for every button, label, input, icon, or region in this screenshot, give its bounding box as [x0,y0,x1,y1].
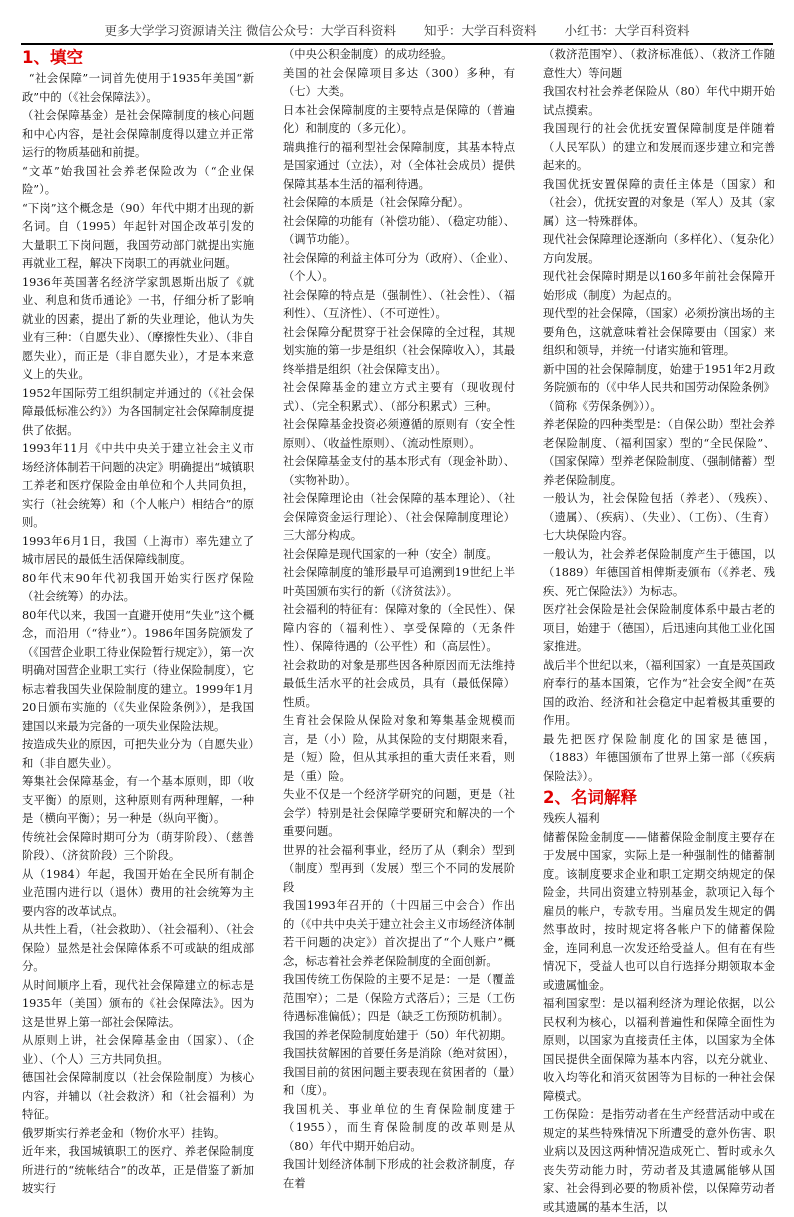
paragraph: 1936年英国著名经济学家凯恩斯出版了《就业、利息和货币通论》一书，仔细分析了影响就业的因素，提出了新的失业理论，他认为失业有三种：（自愿失业）、（摩擦性失业）、（非自愿失业），而正是（非自愿失业），才是本来意义上的失业。 [22,275,254,381]
header-wechat: 更多大学学习资源请关注 微信公众号：大学百科资料 [104,23,396,38]
paragraph: “下岗”这个概念是（90）年代中期才出现的新名词。自（1995）年起针对国企改革引发的大量职工下岗问题，我国劳动部门就提出实施再就业工程，解决下岗职工的再就业问题。 [22,201,254,270]
page-header [0,21,794,39]
paragraph: （社会保障基金）是社会保障制度的核心问题和中心内容，是社会保障制度得以建立并正常运行的物质基础和前提。 [22,109,254,159]
paragraph: 社会保障基金支付的基本形式有（现金补助）、（实物补助）。 [283,455,515,487]
paragraph: 现代社会保障时期是以160多年前社会保障开始形成（制度）为起点的。 [543,270,775,302]
paragraph: 我国的养老保险制度始建于（50）年代初期。 [283,1028,513,1042]
paragraph: 社会保障的特点是（强制性）、（社会性）、（福利性）、（互济性）、（不可逆性）。 [283,288,515,320]
paragraph: 瑞典推行的福利型社会保障制度，其基本特点是国家通过（立法），对（全体社会成员）提供保障其基本生活的福利待遇。 [283,140,515,191]
paragraph: “社会保障”一词首先使用于1935年美国“新政”中的（《社会保障法》）。 [22,72,254,104]
paragraph: 社会福利的特征有：保障对象的（全民性）、保障内容的（福利性）、享受保障的（无条件性）、保障待遇的（公平性）和（高层性）。 [283,603,515,653]
paragraph: 我国传统工伤保险的主要不足是：一是（覆盖范围窄）；二是（保险方式落后）；三是（工伤待遇标准偏低）；四是（缺乏工伤预防机制）。 [283,973,515,1023]
paragraph: （救济范围窄）、（救济标准低）、（救济工作随意性大）等问题 [543,48,775,80]
paragraph: 医疗社会保险是社会保险制度体系中最古老的项目，始建于（德国），后迅速向其他工业化国家推进。 [543,603,775,653]
column-1 [22,46,254,1199]
paragraph: 生育社会保险从保险对象和筹集基金规模而言，是（小）险，从其保险的支付期限来看，是（短）险，但从其承担的重大责任来看，则是（重）险。 [283,714,515,783]
paragraph: 日本社会保障制度的主要特点是保障的（普遍化）和制度的（多元化）。 [283,103,515,135]
paragraph: 社会保障是现代国家的一种（安全）制度。 [283,547,498,561]
paragraph: 德国社会保障制度以（社会保险制度）为核心内容，并辅以（社会救济）和（社会福利）为特征。 [22,1071,254,1121]
paragraph: 我国现行的社会优抚安置保障制度是伴随着（人民军队）的建立和发展而逐步建立和完善起来的。 [543,122,775,172]
header-zhihu: 知乎：大学百科资料 [423,23,537,38]
paragraph: 现代型的社会保障，（国家）必须扮演出场的主要角色，这就意味着社会保障要由（国家）来组织和领导，并统一付诸实施和管理。 [543,307,775,357]
column-1-body [22,70,254,1199]
paragraph: 美国的社会保障项目多达（300）多种，有（七）大类。 [283,66,515,98]
paragraph: 社会保障的功能有（补偿功能）、（稳定功能）、（调节功能）。 [283,214,515,246]
column-2 [283,46,515,1193]
paragraph: 1993年6月1日，我国（上海市）率先建立了城市居民的最低生活保障线制度。 [22,534,254,566]
section-title-terms: 2、名词解释 [543,788,637,807]
paragraph: 我国1993年召开的（十四届三中会合）作出的（《中共中央关于建立社会主义市场经济体制若干问题的决定》）首次提出了“个人账户”概念，标志着社会养老保险制度的全面创新。 [283,899,515,968]
paragraph: 失业不仅是一个经济学研究的问题，更是（社会学）特别是社会保障学要研究和解决的一个重要问题。 [283,788,515,838]
paragraph: 社会保障制度的雏形最早可追溯到19世纪上半叶英国颁布实行的新（《济贫法》）。 [283,566,515,598]
paragraph: 我国机关、事业单位的生育保险制度建于（1955），而生育保险制度的改革则是从（80）年代中期开始启动。 [283,1102,515,1153]
paragraph: 从时间顺序上看，现代社会保障建立的标志是1935年（美国）颁布的《社会保障法》。因为这是世界上第一部社会保障法。 [22,978,254,1029]
paragraph: 按造成失业的原因，可把失业分为（自愿失业）和（非自愿失业）。 [22,738,254,770]
paragraph: 最先把医疗保险制度化的国家是德国，（1883）年德国颁布了世界上第一部（《疾病保险法》）。 [543,732,775,783]
paragraph: 社会保障的利益主体可分为（政府）、（企业）、（个人）。 [283,251,515,283]
section-title-fill-in: 1、填空 [22,48,83,67]
paragraph: 工伤保险：是指劳动者在生产经营活动中或在规定的某些特殊情况下所遭受的意外伤害、职业病以及因这两种情况造成死亡、暂时或永久丧失劳动能力时，劳动者及其遗属能够从国家、社会得到必要的物质补偿，以保障劳动者或其遗属的基本生活，以 [543,1108,775,1214]
paragraph: “文革”始我国社会养老保险改为（“企业保险”）。 [22,164,254,196]
paragraph: 1993年11月《中共中央关于建立社会主义市场经济体制若干问题的决定》明确提出“城镇职工养老和医疗保险金由单位和个人共同负担，实行（社会统筹）和（个人帐户）相结合”的原则。 [22,442,254,529]
column-3-body [543,46,775,786]
paragraph: 现代社会保障理论逐渐向（多样化）、（复杂化）方向发展。 [543,233,775,265]
paragraph: 我国优抚安置保障的责任主体是（国家）和（社会），优抚安置的对象是（军人）及其（家属）这一特殊群体。 [543,177,775,228]
paragraph: 我国扶贫解困的首要任务是消除（绝对贫困），我国目前的贫困问题主要表现在贫困者的（量）和（度）。 [283,1047,515,1097]
header-xiaohongshu: 小红书：大学百科资料 [564,23,690,38]
paragraph: 社会保障分配贯穿于社会保障的全过程，其规划实施的第一步是组织（社会保障收入），其最终举措是组织（社会保障支出）。 [283,325,515,376]
paragraph: 我国农村社会养老保险从（80）年代中期开始试点摸索。 [543,85,775,117]
paragraph: （中央公积金制度）的成功经验。 [283,48,453,61]
paragraph: 社会保障基金投资必须遵循的原则有（安全性原则）、（收益性原则）、（流动性原则）。 [283,418,515,450]
paragraph: 社会救助的对象是那些因各种原因而无法维持最低生活水平的社会成员，具有（最低保障）性质。 [283,658,515,709]
paragraph: 从原则上讲，社会保障基金由（国家）、（企业）、（个人）三方共同负担。 [22,1034,254,1066]
paragraph: 残疾人福利 [543,812,600,825]
paragraph: 养老保险的四种类型是：（自保公助）型社会养老保险制度、（福利国家）型的“全民保险”、（国家保障）型养老保险制度、（强制储蓄）型养老保险制度。 [543,418,775,487]
header-rule [21,43,773,45]
paragraph: 世界的社会福利事业，经历了从（剩余）型到（制度）型再到（发展）型三个不同的发展阶段 [283,843,515,894]
column-2-body [283,46,515,1193]
paragraph: 1952年国际劳工组织制定并通过的（《社会保障最低标准公约》）为各国制定社会保障制度提供了依据。 [22,386,254,437]
paragraph: 社会保障基金的建立方式主要有（现收现付式）、（完全积累式）、（部分积累式）三种。 [283,381,515,413]
paragraph: 近年来，我国城镇职工的医疗、养老保险制度所进行的“统帐结合”的改革，正是借鉴了新加坡实行 [22,1145,254,1195]
paragraph: 一般认为，社会保险包括（养老）、（残疾）、（遗属）、（疾病）、（失业）、（工伤）、（生育）七大块保险内容。 [543,492,775,542]
paragraph: 一般认为，社会养老保险制度产生于德国，以（1889）年德国首相俾斯麦颁布（《养老、残疾、死亡保险法》）为标志。 [543,547,775,598]
paragraph: 储蓄保险金制度——储蓄保险金制度主要存在于发展中国家，实际上是一种强制性的储蓄制度。该制度要求企业和职工定期交纳规定的保险金，共同出资建立特别基金，款项记入每个雇员的帐户，专款专用。当雇员发生规定的偶然事故时，按时规定将各帐户下的储蓄保险金，连同利息一次发还给受益人。但有在有些情况下，受益人也可以自行选择分期领取本金或遗属恤金。 [543,830,775,992]
paragraph: 80年代末90年代初我国开始实行医疗保险（社会统筹）的办法。 [22,571,254,603]
paragraph: 战后半个世纪以来，（福利国家）一直是英国政府奉行的基本国策，它作为“社会安全阀”在英国的政治、经济和社会稳定中起着极其重要的作用。 [543,658,775,727]
paragraph: 传统社会保障时期可分为（萌芽阶段）、（慈善阶段）、（济贫阶段）三个阶段。 [22,830,254,862]
paragraph: 福利国家型：是以福利经济为理论依据，以公民权利为核心，以福利普遍性和保障全面性为原则，以国家为直接责任主体，以国家为全体国民提供全面保障为基本内容，以充分就业、收入均等化和消灭贫困等为目标的一种社会保障模式。 [543,997,775,1103]
terms-body [543,810,775,1217]
column-3 [543,46,775,1217]
paragraph: 从共性上看，（社会救助）、（社会福利）、（社会保险）显然是社会保障体系不可或缺的组成部分。 [22,923,254,973]
paragraph: 新中国的社会保障制度，始建于1951年2月政务院颁布的（《中华人民共和国劳动保险条例》（简称《劳保条例》））。 [543,362,775,413]
paragraph: 我国计划经济体制下形成的社会救济制度，存在着 [283,1158,515,1190]
paragraph: 社会保障的本质是（社会保障分配）。 [283,196,470,209]
paragraph: 社会保障理论由（社会保障的基本理论）、（社会保障资金运行理论）、（社会保障制度理论）三大部分构成。 [283,492,515,542]
paragraph: 筹集社会保障基金，有一个基本原则，即（收支平衡）的原则，这种原则有两种理解，一种是（横向平衡）；另一种是（纵向平衡）。 [22,775,254,825]
paragraph: 80年代以来，我国一直避开使用“失业”这个概念，而沿用（“待业”）。1986年国务院颁发了（《国营企业职工待业保险暂行规定》），第一次明确对国营企业职工实行（待业保险制度），它标志着我国失业保险制度的建立。1999年1月20日颁布实施的（《失业保险条例》），是我国建国以来最为完备的一项失业保险法规。 [22,608,254,733]
paragraph: 俄罗斯实行养老金和（物价水平）挂钩。 [22,1126,226,1140]
paragraph: 从（1984）年起，我国开始在全民所有制企业范围内进行以（退休）费用的社会统筹为主要内容的改革试点。 [22,867,254,918]
